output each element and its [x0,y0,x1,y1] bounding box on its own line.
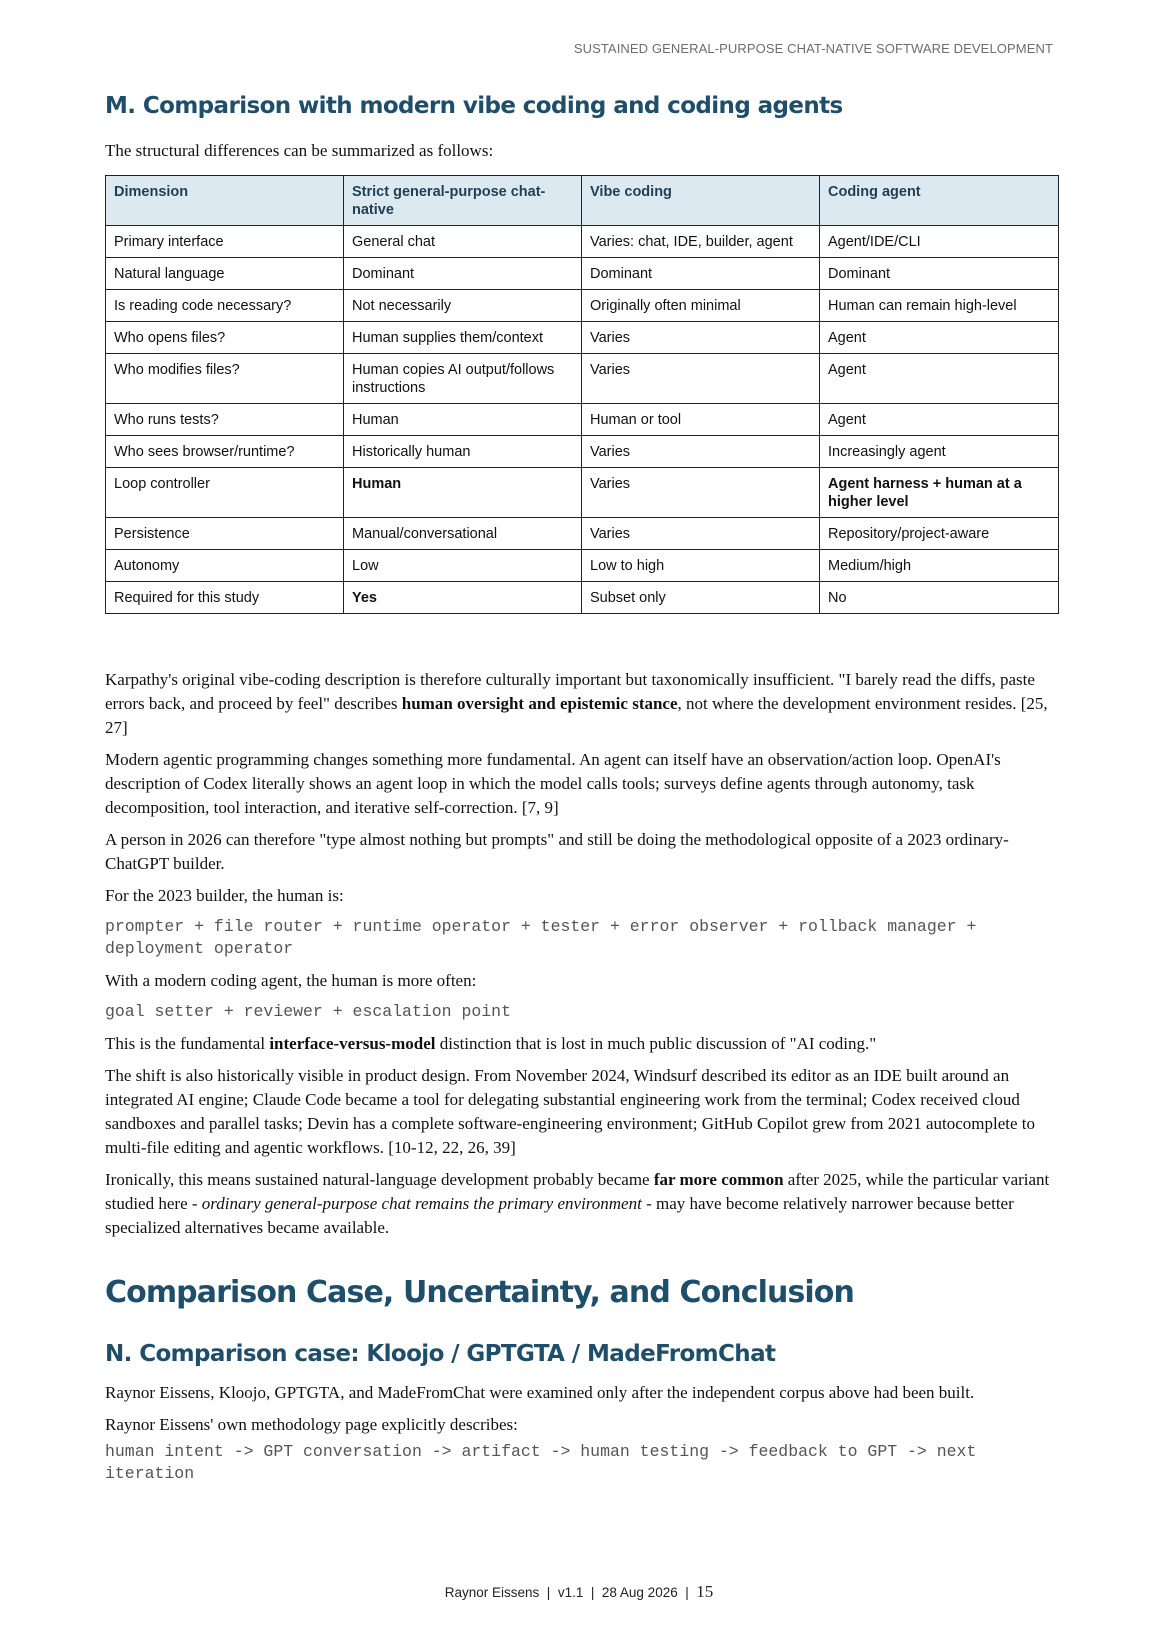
italic-text: ordinary general-purpose chat remains the primary environment [201,1194,642,1213]
table-row [106,290,1059,322]
table-header-row [106,176,1059,226]
table-row [106,582,1059,614]
table-cell-strict-chat-native: Human supplies them/context [344,322,582,354]
footer-date: 28 Aug 2026 [601,1585,678,1600]
table-row [106,258,1059,290]
table-row [106,226,1059,258]
footer-author: Raynor Eissens [444,1585,540,1600]
table-cell-coding-agent: Repository/project-aware [820,518,1059,550]
paragraph-interface-vs-model [105,1032,1058,1056]
body-text [105,668,1058,1494]
table-cell-coding-agent: Dominant [820,258,1059,290]
running-header: SUSTAINED GENERAL-PURPOSE CHAT-NATIVE SOFTWARE DEVELOPMENT [573,41,1053,56]
table-cell-strict-chat-native: General chat [344,226,582,258]
header-dimension: Dimension [106,176,344,226]
table-cell-vibe-coding: Dominant [582,258,820,290]
table-cell-vibe-coding: Subset only [582,582,820,614]
paragraph-methodology: Raynor Eissens' own methodology page explicitly describes: [105,1415,518,1434]
table-cell-vibe-coding: Low to high [582,550,820,582]
table-cell-strict-chat-native: Historically human [344,436,582,468]
emphasis-text: human oversight and epistemic stance [401,694,678,713]
table-cell-dimension: Persistence [106,518,344,550]
table-row [106,404,1059,436]
emphasis-text: interface-versus-model [269,1034,436,1053]
table-cell-dimension: Natural language [106,258,344,290]
paragraph-agentic: Modern agentic programming changes something more fundamental. An agent can itself have an observation/action loop. OpenAI's description of Codex literally shows an agent loop in which the model calls tools; surveys define agents through autonomy, task decomposition, tool interaction, and iterative self-correction. [7, 9] [105,750,1001,817]
table-cell-strict-chat-native: Low [344,550,582,582]
footer-version: v1.1 [557,1585,584,1600]
header-strict-chat-native: Strict general-purpose chat-native [344,176,582,226]
table-cell-strict-chat-native: Human [344,468,582,518]
table-cell-dimension: Who opens files? [106,322,344,354]
table-cell-strict-chat-native: Human copies AI output/follows instructions [344,354,582,404]
table-cell-vibe-coding: Human or tool [582,404,820,436]
section-m-intro: The structural differences can be summarized as follows: [105,141,494,160]
table-cell-coding-agent: Agent [820,404,1059,436]
table-cell-coding-agent: Agent/IDE/CLI [820,226,1059,258]
table-cell-coding-agent: Increasingly agent [820,436,1059,468]
table-cell-dimension: Required for this study [106,582,344,614]
table-cell-vibe-coding: Varies [582,468,820,518]
paragraph-product-design: The shift is also historically visible in product design. From November 2024, Windsurf described its editor as an IDE built around an integrated AI engine; Claude Code became a tool for delegating substantial engineering work from the terminal; Codex received cloud sandboxes and parallel tasks; Devin has a complete software-engineering environment; GitHub Copilot grew from 2021 autocomplete to multi-file editing and agentic workflows. [10-12, 22, 26, 39] [105,1066,1036,1157]
table-cell-coding-agent: Agent [820,322,1059,354]
table-cell-coding-agent: Human can remain high-level [820,290,1059,322]
table-row [106,468,1059,518]
footer-separator: | [546,1585,551,1600]
table-cell-vibe-coding: Varies [582,436,820,468]
comparison-table-header [106,176,1059,226]
paragraph-text: , not where the development environment resides. [25, 27] [105,694,1048,737]
table-cell-dimension: Who runs tests? [106,404,344,436]
table-row [106,322,1059,354]
table-cell-coding-agent: Agent harness + human at a higher level [820,468,1059,518]
table-cell-dimension: Is reading code necessary? [106,290,344,322]
paragraph-text: - may have become relatively narrower because better specialized alternatives became available. [105,1194,1014,1237]
paragraph-examined: Raynor Eissens, Kloojo, GPTGTA, and MadeFromChat were examined only after the independent corpus above had been built. [105,1383,975,1402]
comparison-table-body [106,226,1059,614]
paragraph-text: after 2025, while the particular variant studied here - [105,1170,1050,1213]
table-cell-vibe-coding: Originally often minimal [582,290,820,322]
page-number: 15 [696,1582,714,1601]
part-heading: Comparison Case, Uncertainty, and Conclusion [105,1275,854,1310]
table-cell-dimension: Autonomy [106,550,344,582]
table-cell-dimension: Primary interface [106,226,344,258]
code-line-loop: human intent -> GPT conversation -> artifact -> human testing -> feedback to GPT -> next iteration [105,1442,977,1483]
table-cell-dimension: Who sees browser/runtime? [106,436,344,468]
table-cell-vibe-coding: Varies [582,354,820,404]
paragraph-karpathy [105,668,1058,740]
footer-separator: | [590,1585,595,1600]
table-cell-strict-chat-native: Yes [344,582,582,614]
comparison-table [105,175,1059,614]
paragraph-modern-agent: With a modern coding agent, the human is more often: [105,971,477,990]
paragraph-text: Karpathy's original vibe-coding description is therefore culturally important but taxonomically insufficient. "I barely read the diffs, paste errors back, and proceed by feel" describes [105,670,1035,713]
table-row [106,518,1059,550]
table-cell-strict-chat-native: Human [344,404,582,436]
table-cell-vibe-coding: Varies [582,518,820,550]
header-coding-agent: Coding agent [820,176,1059,226]
table-cell-vibe-coding: Varies: chat, IDE, builder, agent [582,226,820,258]
paragraph-2023-builder: For the 2023 builder, the human is: [105,886,344,905]
paragraph-text: This is the fundamental [105,1034,270,1053]
paragraph-ironically [105,1168,1058,1240]
table-cell-coding-agent: Medium/high [820,550,1059,582]
table-cell-strict-chat-native: Dominant [344,258,582,290]
table-row [106,550,1059,582]
footer-separator: | [685,1585,689,1600]
table-cell-dimension: Who modifies files? [106,354,344,404]
table-cell-strict-chat-native: Not necessarily [344,290,582,322]
paragraph-text: distinction that is lost in much public discussion of "AI coding." [435,1034,877,1053]
paragraph-text: Ironically, this means sustained natural-language development probably became [105,1170,654,1189]
table-cell-vibe-coding: Varies [582,322,820,354]
table-cell-coding-agent: No [820,582,1059,614]
table-cell-dimension: Loop controller [106,468,344,518]
table-row [106,436,1059,468]
page-footer [0,1582,1158,1602]
section-n-heading: N. Comparison case: Kloojo / GPTGTA / MadeFromChat [105,1341,776,1367]
table-row [106,354,1059,404]
emphasis-text: far more common [653,1170,784,1189]
code-line-modern-roles: goal setter + reviewer + escalation point [105,1002,511,1021]
table-cell-coding-agent: Agent [820,354,1059,404]
code-line-2023-roles: prompter + file router + runtime operator + tester + error observer + rollback manager + deployment operator [105,917,977,958]
header-vibe-coding: Vibe coding [582,176,820,226]
table-cell-strict-chat-native: Manual/conversational [344,518,582,550]
section-m-heading: M. Comparison with modern vibe coding and coding agents [105,93,843,119]
paragraph-2026-person: A person in 2026 can therefore "type almost nothing but prompts" and still be doing the methodological opposite of a 2023 ordinary-ChatGPT builder. [105,830,1009,873]
